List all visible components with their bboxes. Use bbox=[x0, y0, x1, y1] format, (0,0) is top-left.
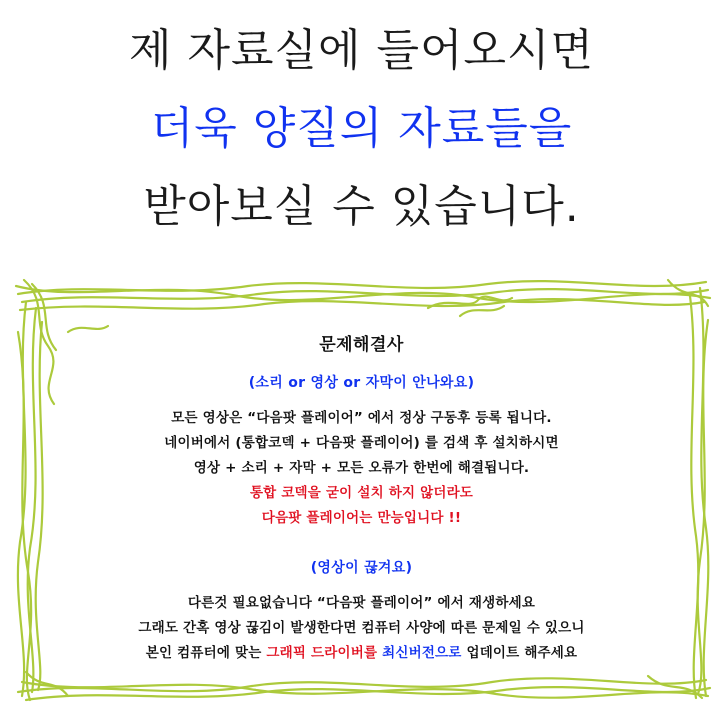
last-line-part-4: 업데이트 해주세요 bbox=[466, 645, 578, 661]
section2-subtitle-suffix: ) bbox=[405, 560, 413, 576]
section2-subtitle bbox=[40, 557, 683, 577]
section1-line-1: 모든 영상은 “다음팟 플레이어” 에서 정상 구동후 등록 됩니다. bbox=[171, 410, 552, 426]
headline-line-1: 제 자료실에 들어오시면 bbox=[128, 25, 594, 76]
last-line-part-1: 본인 컴퓨터에 맞는 bbox=[145, 645, 267, 661]
section2-subtitle-keyword: 끊겨요 bbox=[364, 560, 406, 576]
section1-subtitle: (소리 or 영상 or 자막이 안나와요) bbox=[248, 375, 475, 391]
section1-warning-2: 다음팟 플레이어는 만능입니다 !! bbox=[261, 510, 462, 526]
headline-block bbox=[0, 12, 723, 246]
section2-line-1: 다른것 필요없습니다 “다음팟 플레이어” 에서 재생하세요 bbox=[187, 595, 536, 611]
section1-line-2: 네이버에서 (통합코덱 + 다음팟 플레이어) 를 검색 후 설치하시면 bbox=[164, 435, 559, 451]
notice-content bbox=[40, 330, 683, 666]
section1-line-3: 영상 + 소리 + 자막 + 모든 오류가 한번에 해결됩니다. bbox=[193, 460, 530, 476]
section2-line-2: 그래도 간혹 영상 끊김이 발생한다면 컴퓨터 사양에 따른 문제일 수 있으니 bbox=[138, 620, 585, 636]
last-line-part-3: 최신버전으로 bbox=[382, 645, 467, 661]
headline-line-2: 더욱 양질의 자료들을 bbox=[150, 103, 573, 154]
section-divider bbox=[40, 531, 683, 557]
last-line-part-2: 그래픽 드라이버를 bbox=[266, 645, 383, 661]
section1-warning-1: 통합 코덱을 굳이 설치 하지 않더라도 bbox=[249, 485, 474, 501]
section2-subtitle-prefix: (영상이 bbox=[310, 560, 365, 576]
section2-last-line bbox=[40, 641, 683, 666]
headline-line-3: 받아보실 수 있습니다. bbox=[143, 181, 580, 232]
notice-title: 문제해결사 bbox=[319, 335, 404, 355]
